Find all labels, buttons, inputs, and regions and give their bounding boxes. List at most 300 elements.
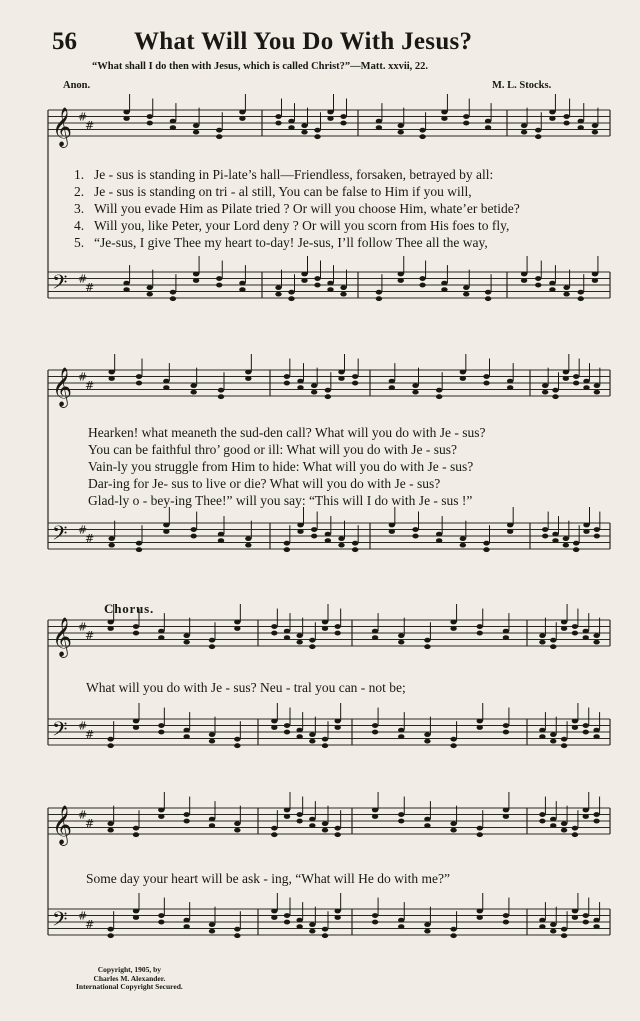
sharp-icon: # [78,110,88,124]
note-head [296,633,302,638]
note-head [460,543,466,548]
note-head [563,121,569,126]
note-head [284,381,290,386]
note-head [477,909,483,914]
note-head [322,821,328,826]
note-head [463,285,469,290]
note-head [594,527,600,532]
note-head [158,913,164,918]
note-head [327,116,333,121]
note-head [296,734,302,739]
words-author: Anon. [63,80,91,91]
note-head [209,638,215,643]
note-head [322,927,328,932]
note-head [338,376,344,381]
note-head [352,374,358,379]
note-head [107,743,113,748]
note-head [583,920,589,925]
note-head [372,814,378,819]
note-head [218,532,224,537]
note-head [325,394,331,399]
note-head [271,832,277,837]
note-head [183,819,189,824]
note-head [334,725,340,730]
note-head [419,276,425,281]
note-head [483,541,489,546]
verse-line [74,217,509,234]
note-head [550,638,556,643]
verse-text: Je - sus is standing on tri - al still, You can be false to Him if you will, [94,184,472,199]
note-head [147,292,153,297]
sharp-icon: # [78,272,88,286]
note-head [218,388,224,393]
note-head [271,909,277,914]
note-head [389,523,395,528]
note-head [133,631,139,636]
note-head [216,128,222,133]
note-head [216,276,222,281]
note-head [338,536,344,541]
note-head [398,130,404,135]
note-head [398,278,404,283]
note-head [521,278,527,283]
note-head [271,631,277,636]
note-head [550,817,556,822]
note-head [549,116,555,121]
note-head [133,826,139,831]
note-head [314,128,320,133]
note-head [325,388,331,393]
note-head [314,134,320,139]
note-head [158,730,164,735]
note-head [539,918,545,923]
note-head [133,915,139,920]
note-head [334,832,340,837]
note-head [450,821,456,826]
note-head [190,383,196,388]
note-head [583,529,589,534]
note-head [133,909,139,914]
note-head [309,922,315,927]
note-head [372,635,378,640]
note-head [107,927,113,932]
note-head [322,828,328,833]
verse-line [74,234,488,251]
note-head [507,523,513,528]
note-head [218,538,224,543]
note-head [193,278,199,283]
sharp-icon: # [85,918,95,931]
verse-line [74,200,520,217]
note-head [552,532,558,537]
note-head [503,723,509,728]
note-head [209,929,215,934]
note-head [583,730,589,735]
note-head [284,808,290,813]
note-head [561,821,567,826]
treble-clef-icon: 𝄞 [52,367,73,407]
verse-number: 4. [74,218,85,233]
music-composer: M. L. Stocks. [492,80,552,91]
note-head [583,523,589,528]
note-head [539,924,545,929]
note-head [578,125,584,130]
treble-clef-icon: 𝄞 [52,107,73,147]
note-head [284,730,290,735]
note-head [592,278,598,283]
note-head [572,624,578,629]
note-head [573,374,579,379]
note-head [424,732,430,737]
note-head [424,739,430,744]
note-head [296,812,302,817]
note-head [275,292,281,297]
note-head [334,909,340,914]
bass-clef-icon: 𝄢 [52,270,68,299]
note-head [593,633,599,638]
note-head [398,633,404,638]
note-head [483,381,489,386]
note-head [419,283,425,288]
note-head [334,826,340,831]
note-head [322,626,328,631]
note-head [288,119,294,124]
note-head [340,285,346,290]
note-head [398,918,404,923]
verse-number: 3. [74,201,85,216]
note-head [183,640,189,645]
note-head [147,121,153,126]
note-head [338,543,344,548]
note-head [436,388,442,393]
note-head [314,283,320,288]
note-head [296,640,302,645]
note-head [583,629,589,634]
note-head [552,538,558,543]
note-head [234,927,240,932]
bass-clef-icon: 𝄢 [52,907,68,936]
note-head [372,723,378,728]
note-head [550,922,556,927]
note-head [450,933,456,938]
note-head [485,119,491,124]
scripture-epigraph: “What shall I do then with Jesus, which is called Christ?”—Matt. xxvii, 22. [92,61,429,72]
note-head [412,383,418,388]
chorus-lyric-line-2: Some day your heart will be ask - ing, “What will He do with me?” [86,871,451,886]
note-head [398,728,404,733]
note-head [288,125,294,130]
note-head [309,823,315,828]
treble-clef-icon: 𝄞 [52,617,73,657]
note-head [284,374,290,379]
system-2-lyrics [88,424,486,509]
note-head [311,527,317,532]
hymn-number: 56 [52,28,77,55]
note-head [561,620,567,625]
note-head [521,123,527,128]
note-head [477,725,483,730]
note-head [322,933,328,938]
note-head [301,278,307,283]
note-head [158,920,164,925]
note-head [441,116,447,121]
note-head [398,123,404,128]
note-head [234,933,240,938]
note-head [485,296,491,301]
note-head [592,123,598,128]
note-head [507,529,513,534]
note-head [322,743,328,748]
note-head [503,629,509,634]
note-head [424,638,430,643]
note-head [561,737,567,742]
note-head [123,287,129,292]
note-head [234,626,240,631]
note-head [572,631,578,636]
note-head [552,394,558,399]
note-head [234,743,240,748]
note-head [108,376,114,381]
note-head [108,370,114,375]
note-head [301,272,307,277]
note-head [352,547,358,552]
note-head [133,624,139,629]
note-head [450,737,456,742]
note-head [183,812,189,817]
note-head [193,123,199,128]
note-head [542,534,548,539]
note-head [583,379,589,384]
note-head [460,370,466,375]
note-head [239,110,245,115]
note-head [309,732,315,737]
note-head [245,543,251,548]
note-head [352,381,358,386]
note-head [288,290,294,295]
note-head [183,728,189,733]
note-head [507,379,513,384]
note-head [539,734,545,739]
note-head [170,119,176,124]
note-head [483,374,489,379]
lyric-line: You can be faithful thro’ good or ill: What will you do with Je - sus? [88,442,457,457]
note-head [436,538,442,543]
note-head [271,826,277,831]
note-head [170,290,176,295]
note-head [284,635,290,640]
verse-number: 2. [74,184,85,199]
sharp-icon: # [78,370,88,384]
note-head [297,385,303,390]
note-head [583,808,589,813]
note-head [573,547,579,552]
verse-text: “Je-sus, I give Thee my heart to-day! Je-sus, I’ll follow Thee all the way, [94,235,488,250]
lyric-line: Vain-ly you struggle from Him to hide: What will you do with Je - sus? [88,459,474,474]
note-head [234,620,240,625]
note-head [563,543,569,548]
note-head [376,290,382,295]
note-head [239,281,245,286]
note-head [503,920,509,925]
note-head [424,929,430,934]
note-head [549,110,555,115]
note-head [539,640,545,645]
sharp-icon: # [78,909,88,923]
note-head [424,823,430,828]
note-head [245,376,251,381]
note-head [209,922,215,927]
note-head [309,929,315,934]
chorus-lyric-line-1: What will you do with Je - sus? Neu - tral you can - not be; [86,680,406,695]
note-head [216,134,222,139]
note-head [460,376,466,381]
note-head [334,624,340,629]
note-head [271,719,277,724]
note-head [183,918,189,923]
note-head [183,633,189,638]
note-head [334,915,340,920]
note-head [412,390,418,395]
note-head [340,121,346,126]
note-head [147,114,153,119]
note-head [275,114,281,119]
lyric-line: Hearken! what meaneth the sud-den call? What will you do with Je - sus? [88,425,486,440]
verse-text: Will you evade Him as Pilate tried ? Or will you choose Him, whate’er betide? [94,201,520,216]
note-head [550,644,556,649]
note-head [271,624,277,629]
note-head [594,383,600,388]
note-head [372,629,378,634]
note-head [372,913,378,918]
bass-clef-icon: 𝄢 [52,521,68,550]
note-head [340,292,346,297]
note-head [593,728,599,733]
note-head [376,125,382,130]
note-head [535,276,541,281]
note-head [136,541,142,546]
note-head [297,379,303,384]
note-head [424,817,430,822]
note-head [460,536,466,541]
note-head [209,644,215,649]
note-head [550,732,556,737]
note-head [389,529,395,534]
note-head [477,624,483,629]
note-head [338,370,344,375]
note-head [572,909,578,914]
note-head [572,915,578,920]
note-head [477,826,483,831]
note-head [593,640,599,645]
note-head [450,626,456,631]
note-head [535,128,541,133]
note-head [284,814,290,819]
note-head [133,719,139,724]
note-head [389,385,395,390]
note-head [463,114,469,119]
note-head [245,370,251,375]
note-head [209,732,215,737]
note-head [477,832,483,837]
note-head [123,110,129,115]
note-head [107,933,113,938]
note-head [284,547,290,552]
note-head [477,631,483,636]
note-head [503,730,509,735]
note-head [372,730,378,735]
note-head [372,808,378,813]
note-head [594,534,600,539]
lyric-line: Glad-ly o - bey-ing Thee!” will you say: “This will I do with Je - sus !” [88,493,473,508]
note-head [441,287,447,292]
hymn-title: What Will You Do With Jesus? [134,28,473,55]
note-head [563,114,569,119]
note-head [485,290,491,295]
note-head [583,913,589,918]
note-head [284,629,290,634]
note-head [583,723,589,728]
sharp-icon: # [85,629,95,642]
note-head [521,272,527,277]
note-head [436,394,442,399]
note-head [284,913,290,918]
note-head [572,826,578,831]
sharp-icon: # [78,620,88,634]
note-head [288,296,294,301]
note-head [376,119,382,124]
note-head [322,737,328,742]
note-head [107,737,113,742]
note-head [325,538,331,543]
note-head [296,819,302,824]
note-head [170,296,176,301]
note-head [419,134,425,139]
copyright-line: International Copyright Secured. [76,982,183,991]
note-head [271,725,277,730]
note-head [234,828,240,833]
note-head [209,739,215,744]
note-head [193,130,199,135]
note-head [542,390,548,395]
note-head [136,374,142,379]
note-head [578,296,584,301]
verse-text: Will you, like Peter, your Lord deny ? Or will you scorn from His foes to fly, [94,218,510,233]
note-head [450,927,456,932]
note-head [123,116,129,121]
note-head [193,272,199,277]
sharp-icon: # [78,719,88,733]
note-head [485,125,491,130]
note-head [297,523,303,528]
note-head [190,390,196,395]
note-head [572,719,578,724]
lyric-line: Dar-ing for Je- sus to live or die? What will you do with Je - sus? [88,476,441,491]
note-head [424,644,430,649]
note-head [503,635,509,640]
note-head [296,924,302,929]
note-head [412,527,418,532]
note-head [190,534,196,539]
note-head [327,287,333,292]
note-head [309,739,315,744]
verse-line [74,166,493,183]
note-head [275,285,281,290]
note-head [398,812,404,817]
note-head [563,376,569,381]
note-head [311,383,317,388]
note-head [573,381,579,386]
note-head [539,633,545,638]
